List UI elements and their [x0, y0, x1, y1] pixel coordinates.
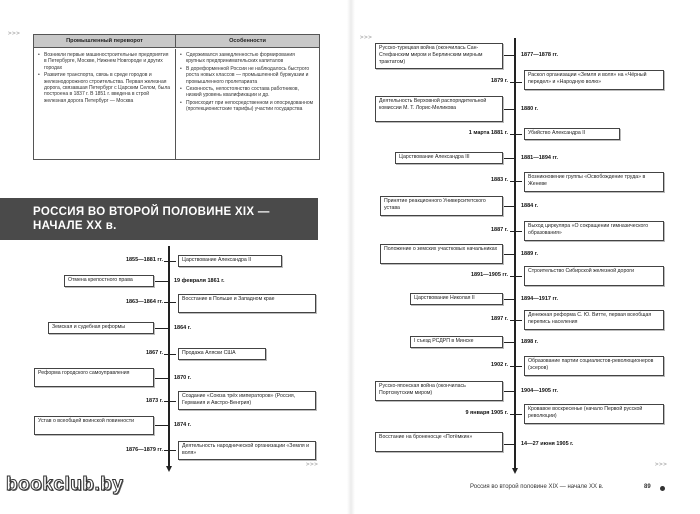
timeline-tick [510, 181, 522, 182]
timeline-tick [155, 378, 168, 379]
timeline-date: 1867 г. [145, 350, 163, 356]
timeline-tick [504, 158, 514, 159]
chevron-marker: >>> [655, 461, 668, 468]
timeline-event: Строительство Сибирской железной дороги [524, 266, 664, 286]
chevron-marker: >>> [360, 34, 373, 41]
table-bullet: • Развитие транспорта, связь в среде городов и железнодорожного строительства. Первая железная дорога, связавшая Петербург с Царским Селом, была построена в 1837 г. В 1851 г. введена в строй железная дорога Петербург — Москва [38, 72, 171, 104]
timeline-date: 1873 г. [145, 398, 163, 404]
timeline-event: Реформа городского самоуправления [34, 368, 154, 387]
timeline-tick [510, 134, 522, 135]
timeline-tick [510, 276, 522, 277]
timeline-date: 1887 г. [490, 227, 508, 233]
timeline-event: Восстание в Польше и Западном крае [178, 294, 316, 313]
timeline-date: 1863—1864 гг. [125, 299, 163, 305]
timeline-axis [514, 38, 516, 470]
timeline-date: 1870 г. [174, 375, 192, 381]
timeline-date: 1889 г. [521, 251, 539, 257]
page-gutter [347, 0, 355, 514]
timeline-event: Продажа Аляски США [178, 348, 266, 360]
timeline-event: Русско-японская война (окончилась Портсмутским миром) [375, 381, 503, 401]
timeline-event: I съезд РСДРП в Минске [410, 336, 503, 348]
timeline-event: Кровавое воскресенье (начало Первой русской революции) [524, 404, 664, 424]
timeline-date: 1894—1917 гг. [521, 296, 559, 302]
timeline-arrow-icon [166, 466, 172, 472]
timeline-event: Царствование Александра III [395, 152, 503, 164]
timeline-event: Отмена крепостного права [64, 275, 154, 287]
timeline-event: Возникновение группы «Освобождение труда» в Женеве [524, 172, 664, 192]
timeline-tick [504, 342, 514, 343]
timeline-event: Денежная реформа С. Ю. Витте, первая всеобщая перепись населения [524, 310, 664, 330]
section-heading-line: РОССИЯ ВО ВТОРОЙ ПОЛОВИНЕ XIX — [33, 206, 270, 218]
timeline-tick [504, 55, 514, 56]
timeline-tick [504, 299, 514, 300]
footer-dot-icon [660, 486, 665, 491]
timeline-event: Выход циркуляра «О сокращении гимназического образования» [524, 221, 664, 241]
page-number: 89 [644, 484, 651, 490]
timeline-tick [155, 425, 168, 426]
timeline-tick [510, 82, 522, 83]
table-bullet: • Сдерживался замедленностью формирования крупных предпринимательских капиталов [180, 52, 315, 65]
chevron-marker: >>> [8, 30, 21, 37]
timeline-event: Царствование Николая II [410, 293, 503, 305]
timeline-tick [164, 302, 176, 303]
timeline-event: Положение о земских участковых начальниках [380, 244, 503, 264]
table-bullet: • Сезонность, непостоянство состава работников, низкий уровень квалификации и др. [180, 86, 315, 99]
timeline-event: Восстание на броненосце «Потёмкин» [375, 432, 503, 452]
timeline-event: Деятельность Верховной распорядительной комиссии М. Т. Лорис-Меликова [375, 96, 503, 122]
timeline-tick [504, 391, 514, 392]
timeline-tick [510, 366, 522, 367]
timeline-date: 1855—1881 гг. [125, 257, 163, 263]
timeline-date: 1876—1879 гг. [125, 447, 163, 453]
table-header: Особенности [175, 35, 319, 48]
timeline-date: 1904—1905 гг. [521, 388, 559, 394]
timeline-date: 1879 г. [490, 78, 508, 84]
timeline-tick [510, 320, 522, 321]
table-bullet: • Происходит при непосредственном и опосредованном (протекционистские тарифы) участии государства [180, 100, 315, 113]
timeline-event: Образование партии социалистов-революционеров (эсеров) [524, 356, 664, 376]
table-bullet: • Возникли первые машиностроительные предприятия в Петербурге, Москве, Нижнем Новгороде и других городах [38, 52, 171, 71]
timeline-date: 1 марта 1881 г. [468, 130, 508, 136]
timeline-event: Устав о всеобщей воинской повинности [34, 416, 154, 435]
timeline-tick [504, 254, 514, 255]
timeline-tick [164, 450, 176, 451]
timeline-arrow-icon [512, 468, 518, 474]
section-heading-line: НАЧАЛЕ XX в. [33, 220, 117, 232]
timeline-tick [510, 231, 522, 232]
timeline-tick [510, 414, 522, 415]
table-column-left [34, 49, 175, 159]
timeline-tick [504, 206, 514, 207]
timeline-date: 19 февраля 1861 г. [174, 278, 225, 284]
timeline-event: Убийство Александра II [524, 128, 620, 140]
timeline-tick [504, 444, 514, 445]
timeline-date: 1891—1905 гг. [470, 272, 508, 278]
timeline-tick [164, 401, 176, 402]
timeline-tick [155, 281, 168, 282]
timeline-event: Русско-турецкая война (окончилась Сан-Стефанским миром и Берлинским мирным трактатом) [375, 43, 503, 69]
timeline-date: 1864 г. [174, 325, 192, 331]
timeline-date: 9 января 1905 г. [465, 410, 508, 416]
timeline-date: 1880 г. [521, 106, 539, 112]
timeline-tick [164, 261, 176, 262]
table-bullet: • В дореформенной России не наблюдалось быстрого роста новых классов — промышленной буржуазии и промышленного пролетариата [180, 66, 315, 85]
chevron-marker: >>> [306, 461, 319, 468]
timeline-date: 1897 г. [490, 316, 508, 322]
timeline-date: 14—27 июня 1905 г. [521, 441, 574, 447]
timeline-event: Земская и судебная реформы [48, 322, 154, 334]
timeline-event: Раскол организации «Земля и воля» на «Чёрный передел» и «Народную волю» [524, 70, 664, 90]
timeline-date: 1883 г. [490, 177, 508, 183]
watermark-logo: bookclub.by [6, 474, 124, 495]
running-footer: Россия во второй половине XIX — начале XX в. [470, 484, 604, 490]
timeline-event: Создание «Союза трёх императоров» (Россия, Германия и Австро-Венгрия) [178, 391, 316, 410]
timeline-event: Принятие реакционного Университетского устава [380, 196, 503, 216]
table-column-right [175, 49, 319, 159]
timeline-date: 1898 г. [521, 339, 539, 345]
section-heading [0, 198, 318, 240]
timeline-date: 1874 г. [174, 422, 192, 428]
timeline-axis [168, 246, 170, 468]
timeline-date: 1877—1878 гг. [521, 52, 559, 58]
timeline-event: Деятельность народнической организации «Земля и воля» [178, 441, 316, 460]
timeline-date: 1884 г. [521, 203, 539, 209]
timeline-tick [155, 328, 168, 329]
table-header: Промышленный переворот [34, 35, 175, 48]
timeline-event: Царствование Александра II [178, 255, 282, 267]
timeline-tick [164, 354, 176, 355]
timeline-tick [504, 109, 514, 110]
timeline-date: 1881—1894 гг. [521, 155, 559, 161]
industrial-revolution-table [33, 34, 320, 160]
timeline-date: 1902 г. [490, 362, 508, 368]
